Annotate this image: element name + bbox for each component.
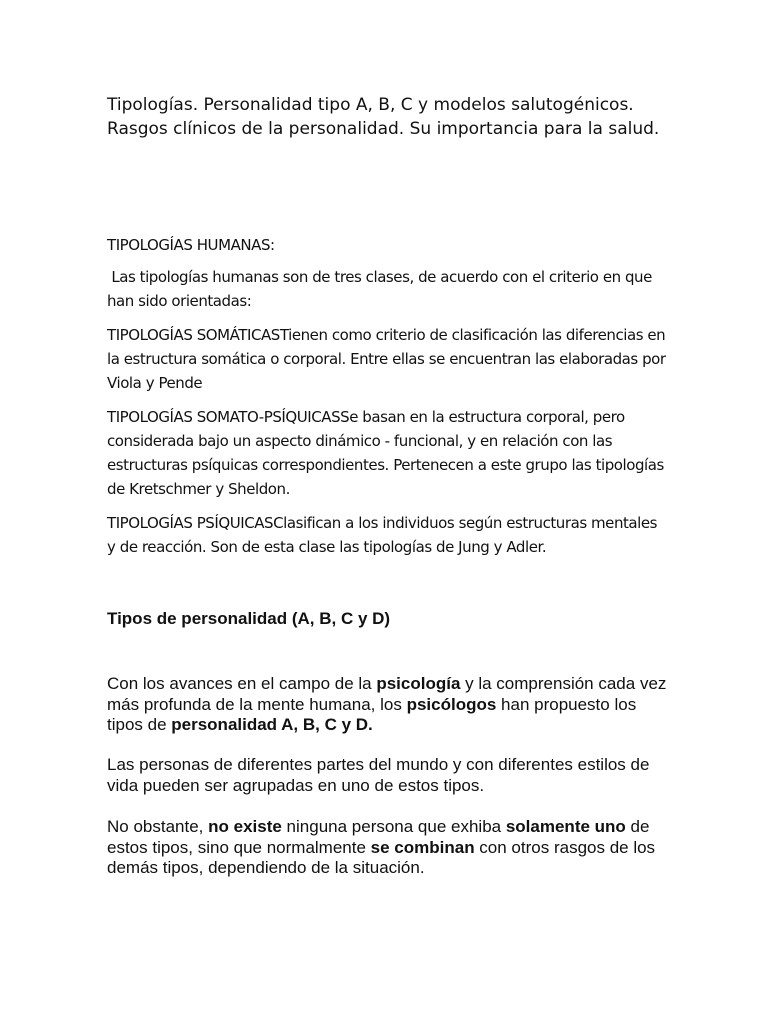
paragraph-tipologias-psiquicas: TIPOLOGÍAS PSÍQUICASClasifican a los individuos según estructuras mentales y de reacción. Son de esta clase las tipologías de Jung y Adler. (107, 514, 658, 556)
paragraph-personas: Las personas de diferentes partes del mundo y con diferentes estilos de vida pueden ser agrupadas en uno de estos tipos. (107, 755, 650, 795)
paragraph-no-obstante (107, 817, 667, 879)
paragraph-tipologias-somato-psiquicas: TIPOLOGÍAS SOMATO-PSÍQUICASSe basan en la estructura corporal, pero considerada bajo un aspecto dinámico - funcional, y en relación con las estructuras psíquicas correspondientes. Pertenecen a este grupo las tipologías de Kretschmer y Sheldon. (107, 408, 664, 498)
paragraph-tipologias-somaticas: TIPOLOGÍAS SOMÁTICASTienen como criterio de clasificación las diferencias en la estructura somática o corporal. Entre ellas se encuentran las elaboradas por Viola y Pende (107, 326, 666, 392)
bold-run: no existe (208, 817, 282, 836)
bold-run: se combinan (370, 837, 475, 857)
section-heading-tipos-personalidad: Tipos de personalidad (A, B, C y D) (107, 609, 391, 628)
text-run: de estos tipos, sino que normalmente (107, 817, 650, 857)
bold-run: psicología (376, 674, 461, 693)
document-title: Tipologías. Personalidad tipo A, B, C y modelos salutogénicos. Rasgos clínicos de la personalidad. Su importancia para la salud. (107, 95, 660, 139)
paragraph-avances (107, 674, 667, 736)
paragraph-typologies-intro: Las tipologías humanas son de tres clases, de acuerdo con el criterio en que han sido orientadas: (107, 268, 657, 310)
text-run: No obstante, (107, 817, 209, 836)
text-run: Con los avances en el campo de la (107, 674, 377, 693)
bold-run: psicólogos (406, 694, 497, 714)
text-run: con otros rasgos de los demás tipos, dependiendo de la situación. (107, 837, 656, 877)
section-heading-tipologias-humanas: TIPOLOGÍAS HUMANAS: (107, 236, 275, 254)
bold-run: solamente uno (505, 817, 626, 836)
text-run: han propuesto los tipos de (107, 694, 637, 734)
bold-run: personalidad A, B, C y D. (171, 715, 373, 734)
text-run: ninguna persona que exhiba (281, 817, 506, 836)
text-run: y la comprensión cada vez más profunda de la mente humana, los (107, 674, 667, 714)
